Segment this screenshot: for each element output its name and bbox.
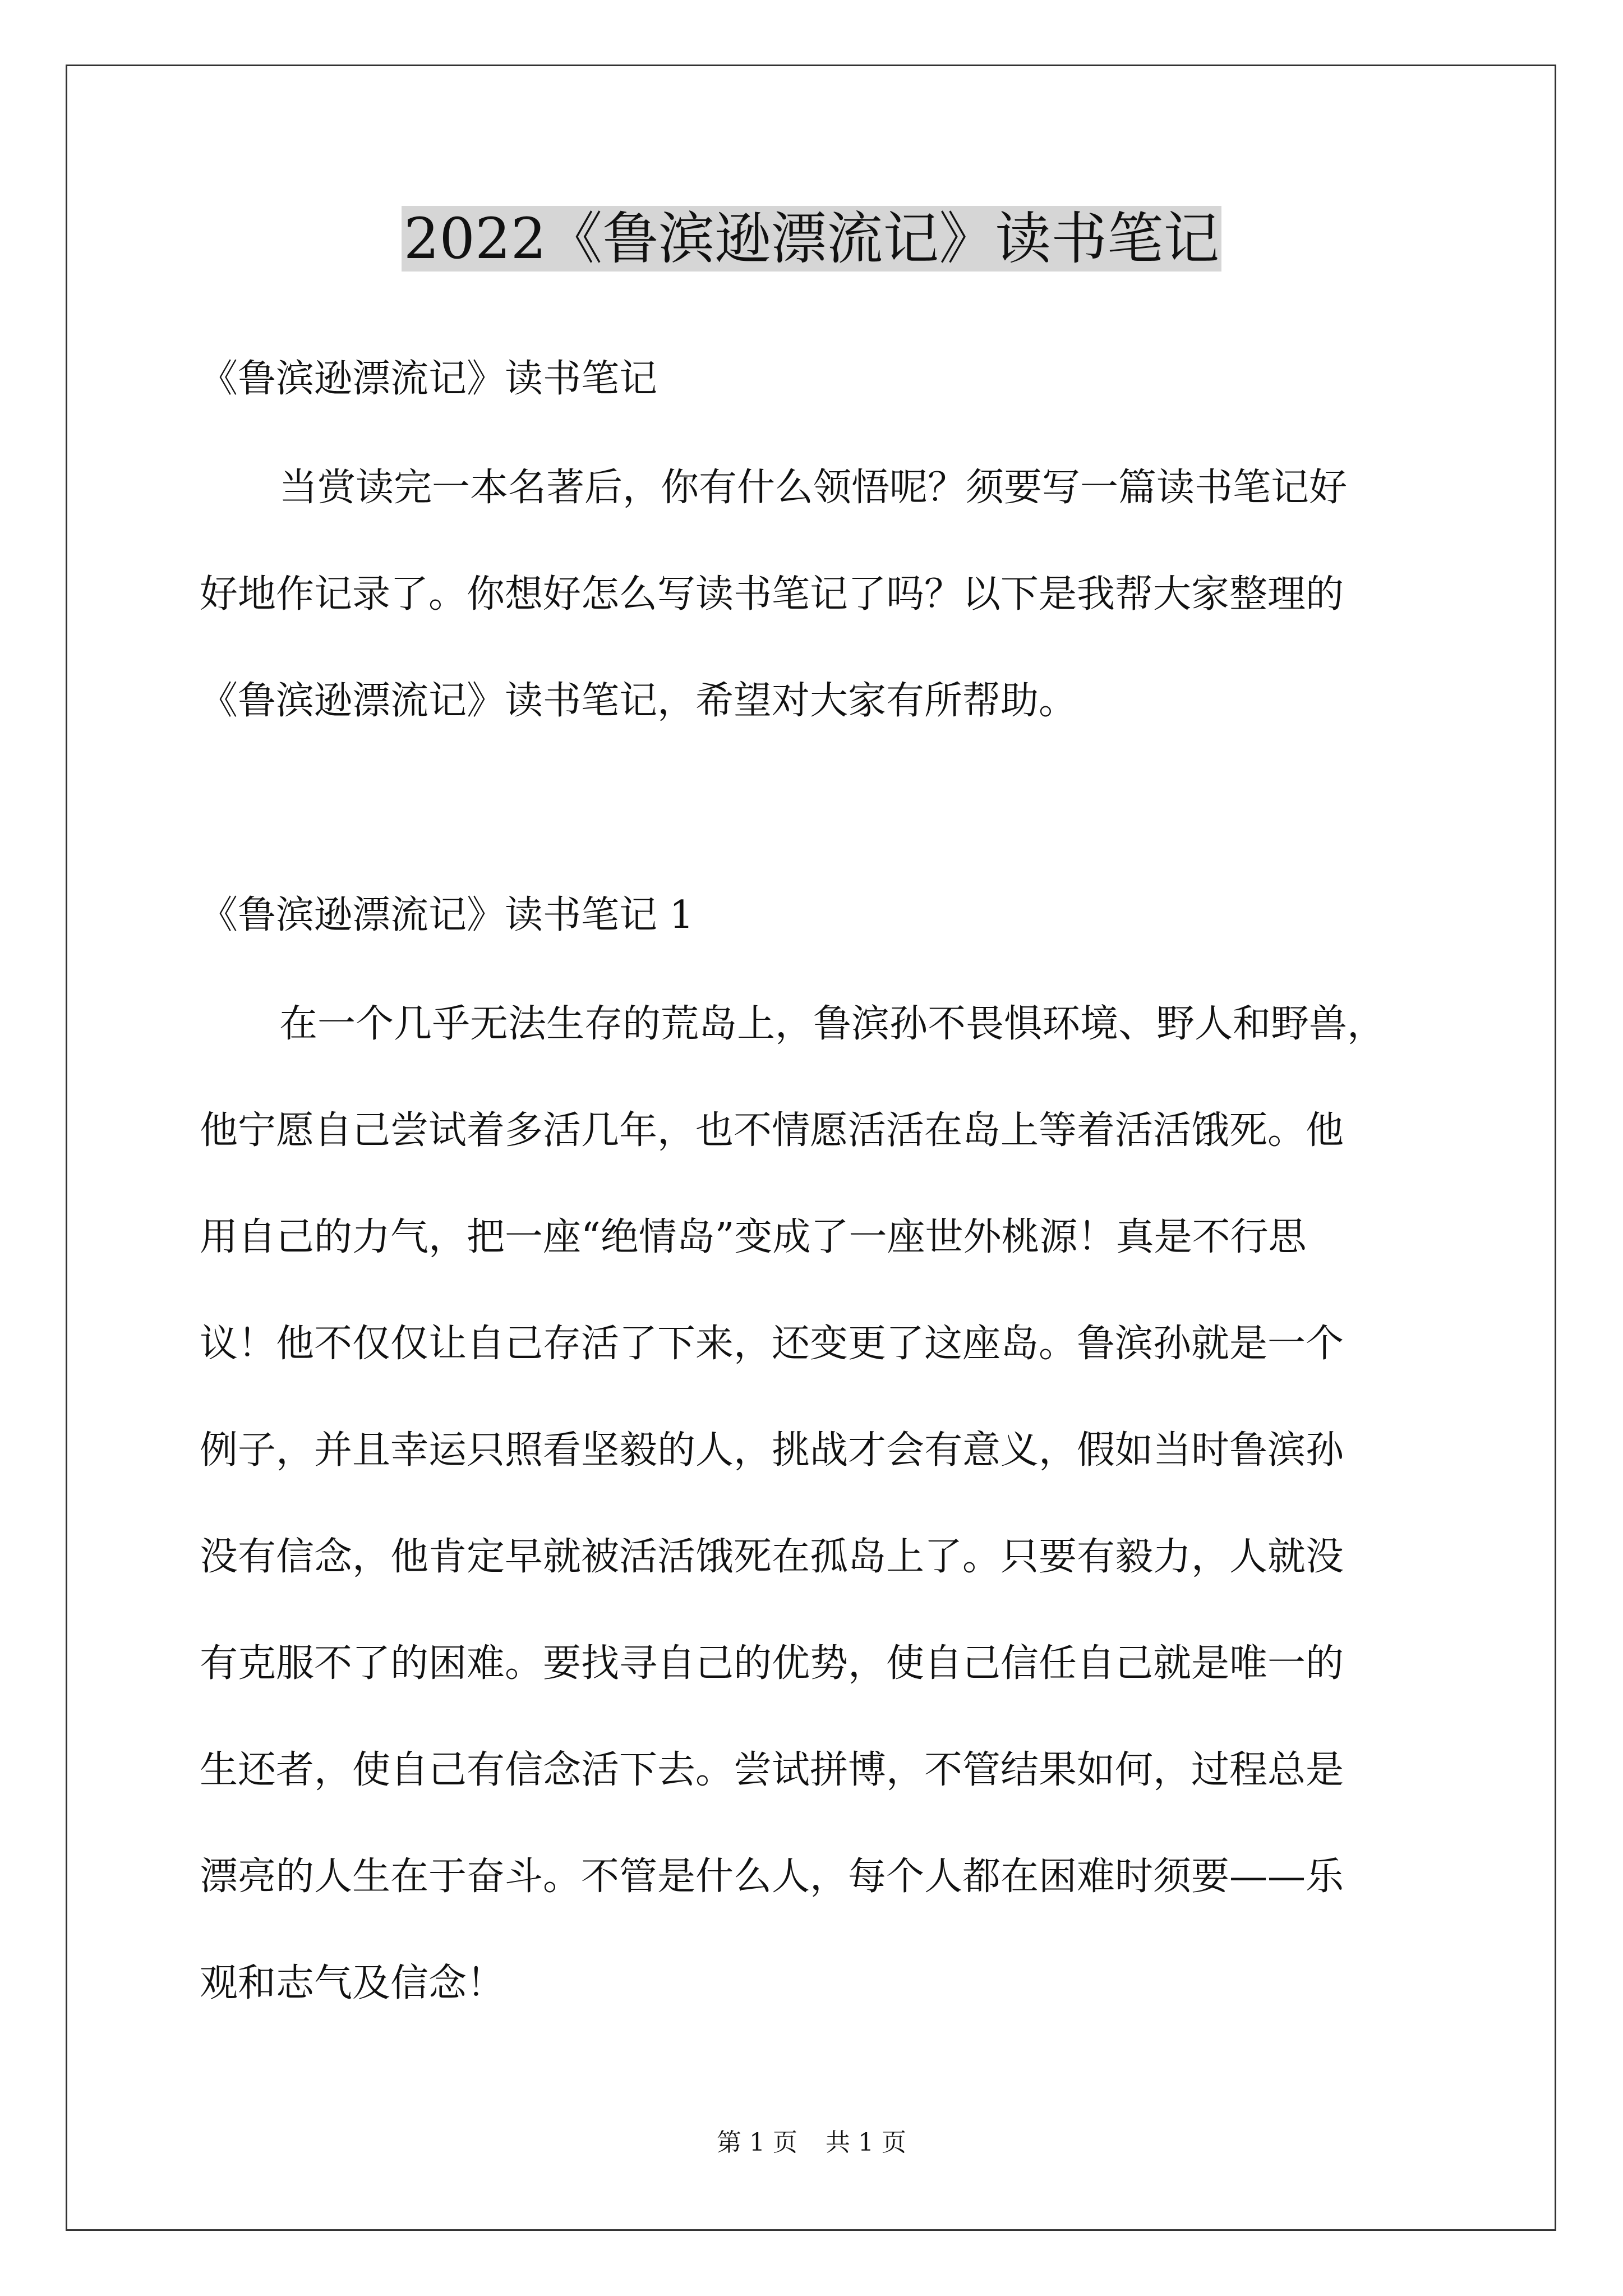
page-number: 第 1 页 — [717, 2128, 797, 2157]
body-line-2: 他宁愿自己尝试着多活几年，也不情愿活活在岛上等着活活饿死。他 — [200, 1108, 1344, 1153]
intro-line-1: 当赏读完一本名著后，你有什么领悟呢？须要写一篇读书笔记好 — [279, 466, 1348, 510]
body-line-5: 例子，并且幸运只照看坚毅的人，挑战才会有意义，假如当时鲁滨孙 — [200, 1428, 1344, 1473]
document-title — [0, 203, 1623, 275]
body-line-8: 生还者，使自己有信念活下去。尝试拼博，不管结果如何，过程总是 — [200, 1748, 1344, 1792]
body-line-4: 议！他不仅仅让自己存活了下来，还变更了这座岛。鲁滨孙就是一个 — [200, 1322, 1344, 1366]
page-total: 共 1 页 — [826, 2128, 906, 2157]
body-line-1: 在一个几乎无法生存的荒岛上，鲁滨孙不畏惧环境、野人和野兽， — [279, 1002, 1386, 1046]
body-line-3: 用自己的力气，把一座“绝情岛”变成了一座世外桃源！真是不行思 — [200, 1215, 1307, 1259]
page-footer — [0, 2126, 1623, 2160]
section-heading: 《鲁滨逊漂流记》读书笔记 1 — [200, 893, 694, 937]
body-line-9: 漂亮的人生在于奋斗。不管是什么人，每个人都在困难时须要——乐 — [200, 1855, 1344, 1899]
title-text-highlight: 2022《鲁滨逊漂流记》读书笔记 — [402, 206, 1222, 272]
document-subtitle: 《鲁滨逊漂流记》读书笔记 — [200, 357, 658, 401]
body-line-7: 有克服不了的困难。要找寻自己的优势，使自己信任自己就是唯一的 — [200, 1641, 1344, 1686]
body-line-10: 观和志气及信念！ — [200, 1961, 505, 2005]
intro-line-2: 好地作记录了。你想好怎么写读书笔记了吗？以下是我帮大家整理的 — [200, 572, 1344, 616]
body-line-6: 没有信念，他肯定早就被活活饿死在孤岛上了。只要有毅力，人就没 — [200, 1535, 1344, 1579]
intro-line-3: 《鲁滨逊漂流记》读书笔记，希望对大家有所帮助。 — [200, 679, 1077, 723]
